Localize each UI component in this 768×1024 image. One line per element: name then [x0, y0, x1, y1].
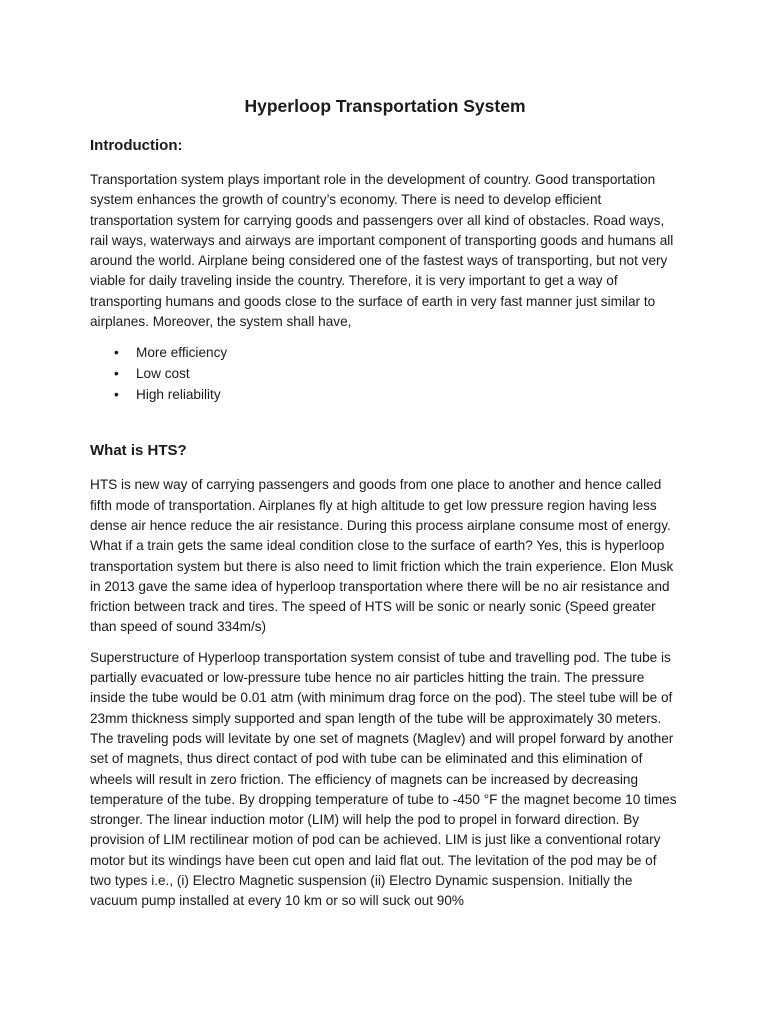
section-spacer — [90, 405, 680, 439]
list-item — [90, 342, 680, 363]
section-heading-introduction: Introduction: — [90, 137, 183, 154]
list-item — [90, 363, 680, 384]
paragraph-spacer — [90, 638, 680, 648]
bullet-icon: • — [114, 387, 119, 403]
bullet-icon: • — [114, 345, 119, 361]
requirements-list — [90, 342, 680, 405]
list-item-text: High reliability — [136, 387, 221, 403]
hts-paragraph-1: HTS is new way of carrying passengers and goods from one place to another and hence called fifth mode of transportation. Airplanes fly at high altitude to get low pressure region having less dense air hence reduce the air resistance. During this process airplane consume most of energy. What if a train gets the same ideal condition close to the surface of earth? Yes, this is hyperloop transportation system but there is also need to limit friction which the train experience. Elon Musk in 2013 gave the same idea of hyperloop transportation where there will be no air resistance and friction between track and tires. The speed of HTS will be sonic or nearly sonic (Speed greater than speed of sound 334m/s) — [90, 477, 674, 635]
hts-paragraph-2: Superstructure of Hyperloop transportation system consist of tube and travelling pod. The tube is partially evacuated or low-pressure tube hence no air particles hitting the train. The pressure inside the tube would be 0.01 atm (with minimum drag force on the pod). The steel tube will be of 23mm thickness simply supported and span length of the tube will be approximately 30 meters. The traveling pods will levitate by one set of magnets (Maglev) and will propel forward by another set of magnets, thus direct contact of pod with tube can be eliminated and this elimination of wheels will result in zero friction. The efficiency of magnets can be increased by decreasing temperature of the tube. By dropping temperature of tube to -450 °F the magnet become 10 times stronger. The linear induction motor (LIM) will help the pod to propel in forward direction. By provision of LIM rectilinear motion of pod can be achieved. LIM is just like a conventional rotary motor but its windings have been cut open and laid flat out. The levitation of the pod may be of two types i.e., (i) Electro Magnetic suspension (ii) Electro Dynamic suspension. Initially the vacuum pump installed at every 10 km or so will suck out 90% — [90, 649, 677, 909]
document-page — [90, 92, 680, 912]
bullet-icon: • — [114, 366, 119, 382]
list-item-text: Low cost — [136, 366, 190, 382]
introduction-paragraph: Transportation system plays important role in the development of country. Good transportation system enhances the growth of country’s economy. There is need to develop efficient transportation system for carrying goods and passengers over all kind of obstacles. Road ways, rail ways, waterways and airways are important component of transporting goods and humans all around the world. Airplane being considered one of the fastest ways of transporting, but not very viable for daily traveling inside the country. Therefore, it is very important to get a way of transporting humans and goods close to the surface of earth in very fast manner just similar to airplanes. Moreover, the system shall have, — [90, 172, 674, 330]
list-item-text: More efficiency — [136, 345, 228, 361]
document-title: Hyperloop Transportation System — [244, 96, 526, 116]
section-heading-what-is-hts: What is HTS? — [90, 442, 187, 460]
list-item — [90, 384, 680, 405]
